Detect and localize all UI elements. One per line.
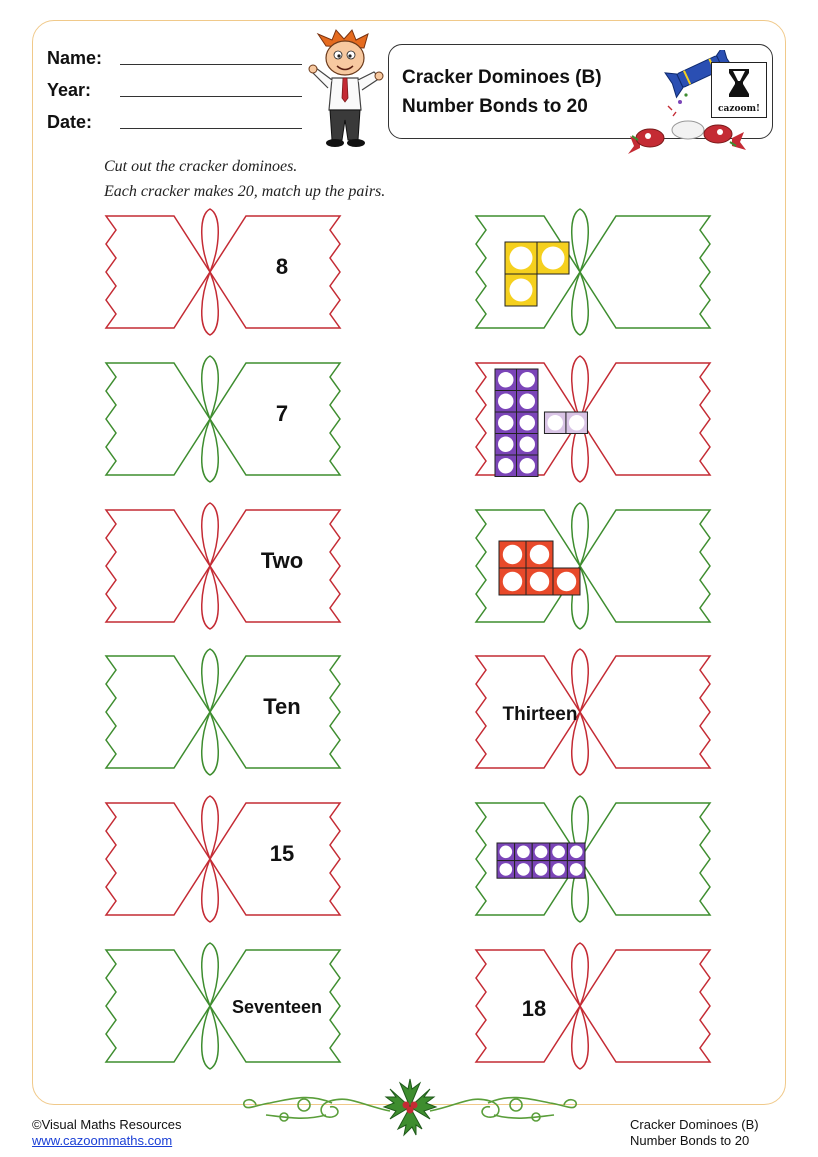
logo-text: cazoom!: [718, 104, 760, 114]
date-field[interactable]: [120, 128, 302, 129]
footer-subtitle: Number Bonds to 20: [630, 1133, 750, 1148]
date-label: Date:: [47, 112, 93, 132]
name-label: Name:: [47, 48, 103, 68]
cracker-label: 15: [269, 841, 295, 866]
counter-dot: [520, 415, 535, 430]
cazoom-logo-icon: [725, 68, 753, 98]
counter-dot: [498, 458, 513, 473]
counter-dot: [499, 845, 512, 858]
counter-dot: [517, 845, 530, 858]
counter-dot: [547, 415, 562, 430]
name-field[interactable]: [120, 64, 302, 65]
cracker-label: Two: [260, 548, 304, 573]
cracker-label: Ten: [263, 694, 301, 719]
ten-frame-purple-10: [496, 842, 596, 882]
cracker-domino-right-6[interactable]: [474, 941, 714, 1071]
counter-dot: [552, 845, 565, 858]
counter-dot: [509, 246, 532, 269]
year-field[interactable]: [120, 96, 302, 97]
counter-dot: [503, 545, 522, 564]
cracker-domino-left-3[interactable]: [104, 501, 344, 631]
counter-dot: [520, 458, 535, 473]
counter-dot: [498, 437, 513, 452]
year-label: Year:: [47, 80, 92, 100]
cracker-domino-left-4[interactable]: [104, 647, 344, 777]
counter-dot: [520, 437, 535, 452]
counter-dot: [520, 394, 535, 409]
worksheet-title: Cracker Dominoes (B): [402, 67, 602, 88]
cracker-label: 7: [275, 401, 289, 426]
cracker-domino-right-2[interactable]: [474, 354, 714, 484]
cracker-label: Seventeen: [231, 997, 323, 1017]
counter-dot: [509, 278, 532, 301]
instruction-line-2: Each cracker makes 20, match up the pairs.: [104, 183, 386, 200]
counter-dot: [530, 572, 549, 591]
website-link[interactable]: www.cazoommaths.com: [32, 1133, 173, 1148]
counter-dot: [520, 372, 535, 387]
cracker-domino-right-4[interactable]: [474, 647, 714, 777]
cracker-domino-left-2[interactable]: [104, 354, 344, 484]
counter-dot: [570, 863, 583, 876]
cracker-domino-left-5[interactable]: [104, 794, 344, 924]
cracker-domino-right-3[interactable]: [474, 501, 714, 631]
worksheet-subtitle: Number Bonds to 20: [402, 96, 588, 117]
counter-dot: [499, 863, 512, 876]
copyright-text: ©Visual Maths Resources: [32, 1117, 182, 1132]
cracker-domino-right-1[interactable]: [474, 207, 714, 337]
counter-dot: [535, 845, 548, 858]
ten-frame-yellow-3: [504, 241, 574, 311]
counter-dot: [535, 863, 548, 876]
cracker-domino-right-5[interactable]: [474, 794, 714, 924]
ten-frame-purple-12: [494, 368, 594, 478]
footer-title: Cracker Dominoes (B): [630, 1117, 759, 1132]
counter-dot: [498, 394, 513, 409]
counter-dot: [517, 863, 530, 876]
counter-dot: [557, 572, 576, 591]
counter-dot: [530, 545, 549, 564]
counter-dot: [503, 572, 522, 591]
cracker-domino-left-1[interactable]: [104, 207, 344, 337]
cracker-label: 18: [521, 996, 547, 1021]
holly-swirl-decoration-icon: [240, 1075, 580, 1139]
counter-dot: [552, 863, 565, 876]
counter-dot: [569, 415, 584, 430]
cracker-label: Thirteen: [502, 704, 578, 725]
cracker-label: 8: [275, 254, 289, 279]
counter-dot: [498, 372, 513, 387]
counter-dot: [541, 246, 564, 269]
ten-frame-orange-5: [498, 540, 588, 600]
counter-dot: [498, 415, 513, 430]
instruction-line-1: Cut out the cracker dominoes.: [104, 158, 298, 175]
cazoom-logo: [711, 62, 767, 118]
mascot-character-icon: [304, 28, 386, 150]
cracker-domino-left-6[interactable]: [104, 941, 344, 1071]
counter-dot: [570, 845, 583, 858]
